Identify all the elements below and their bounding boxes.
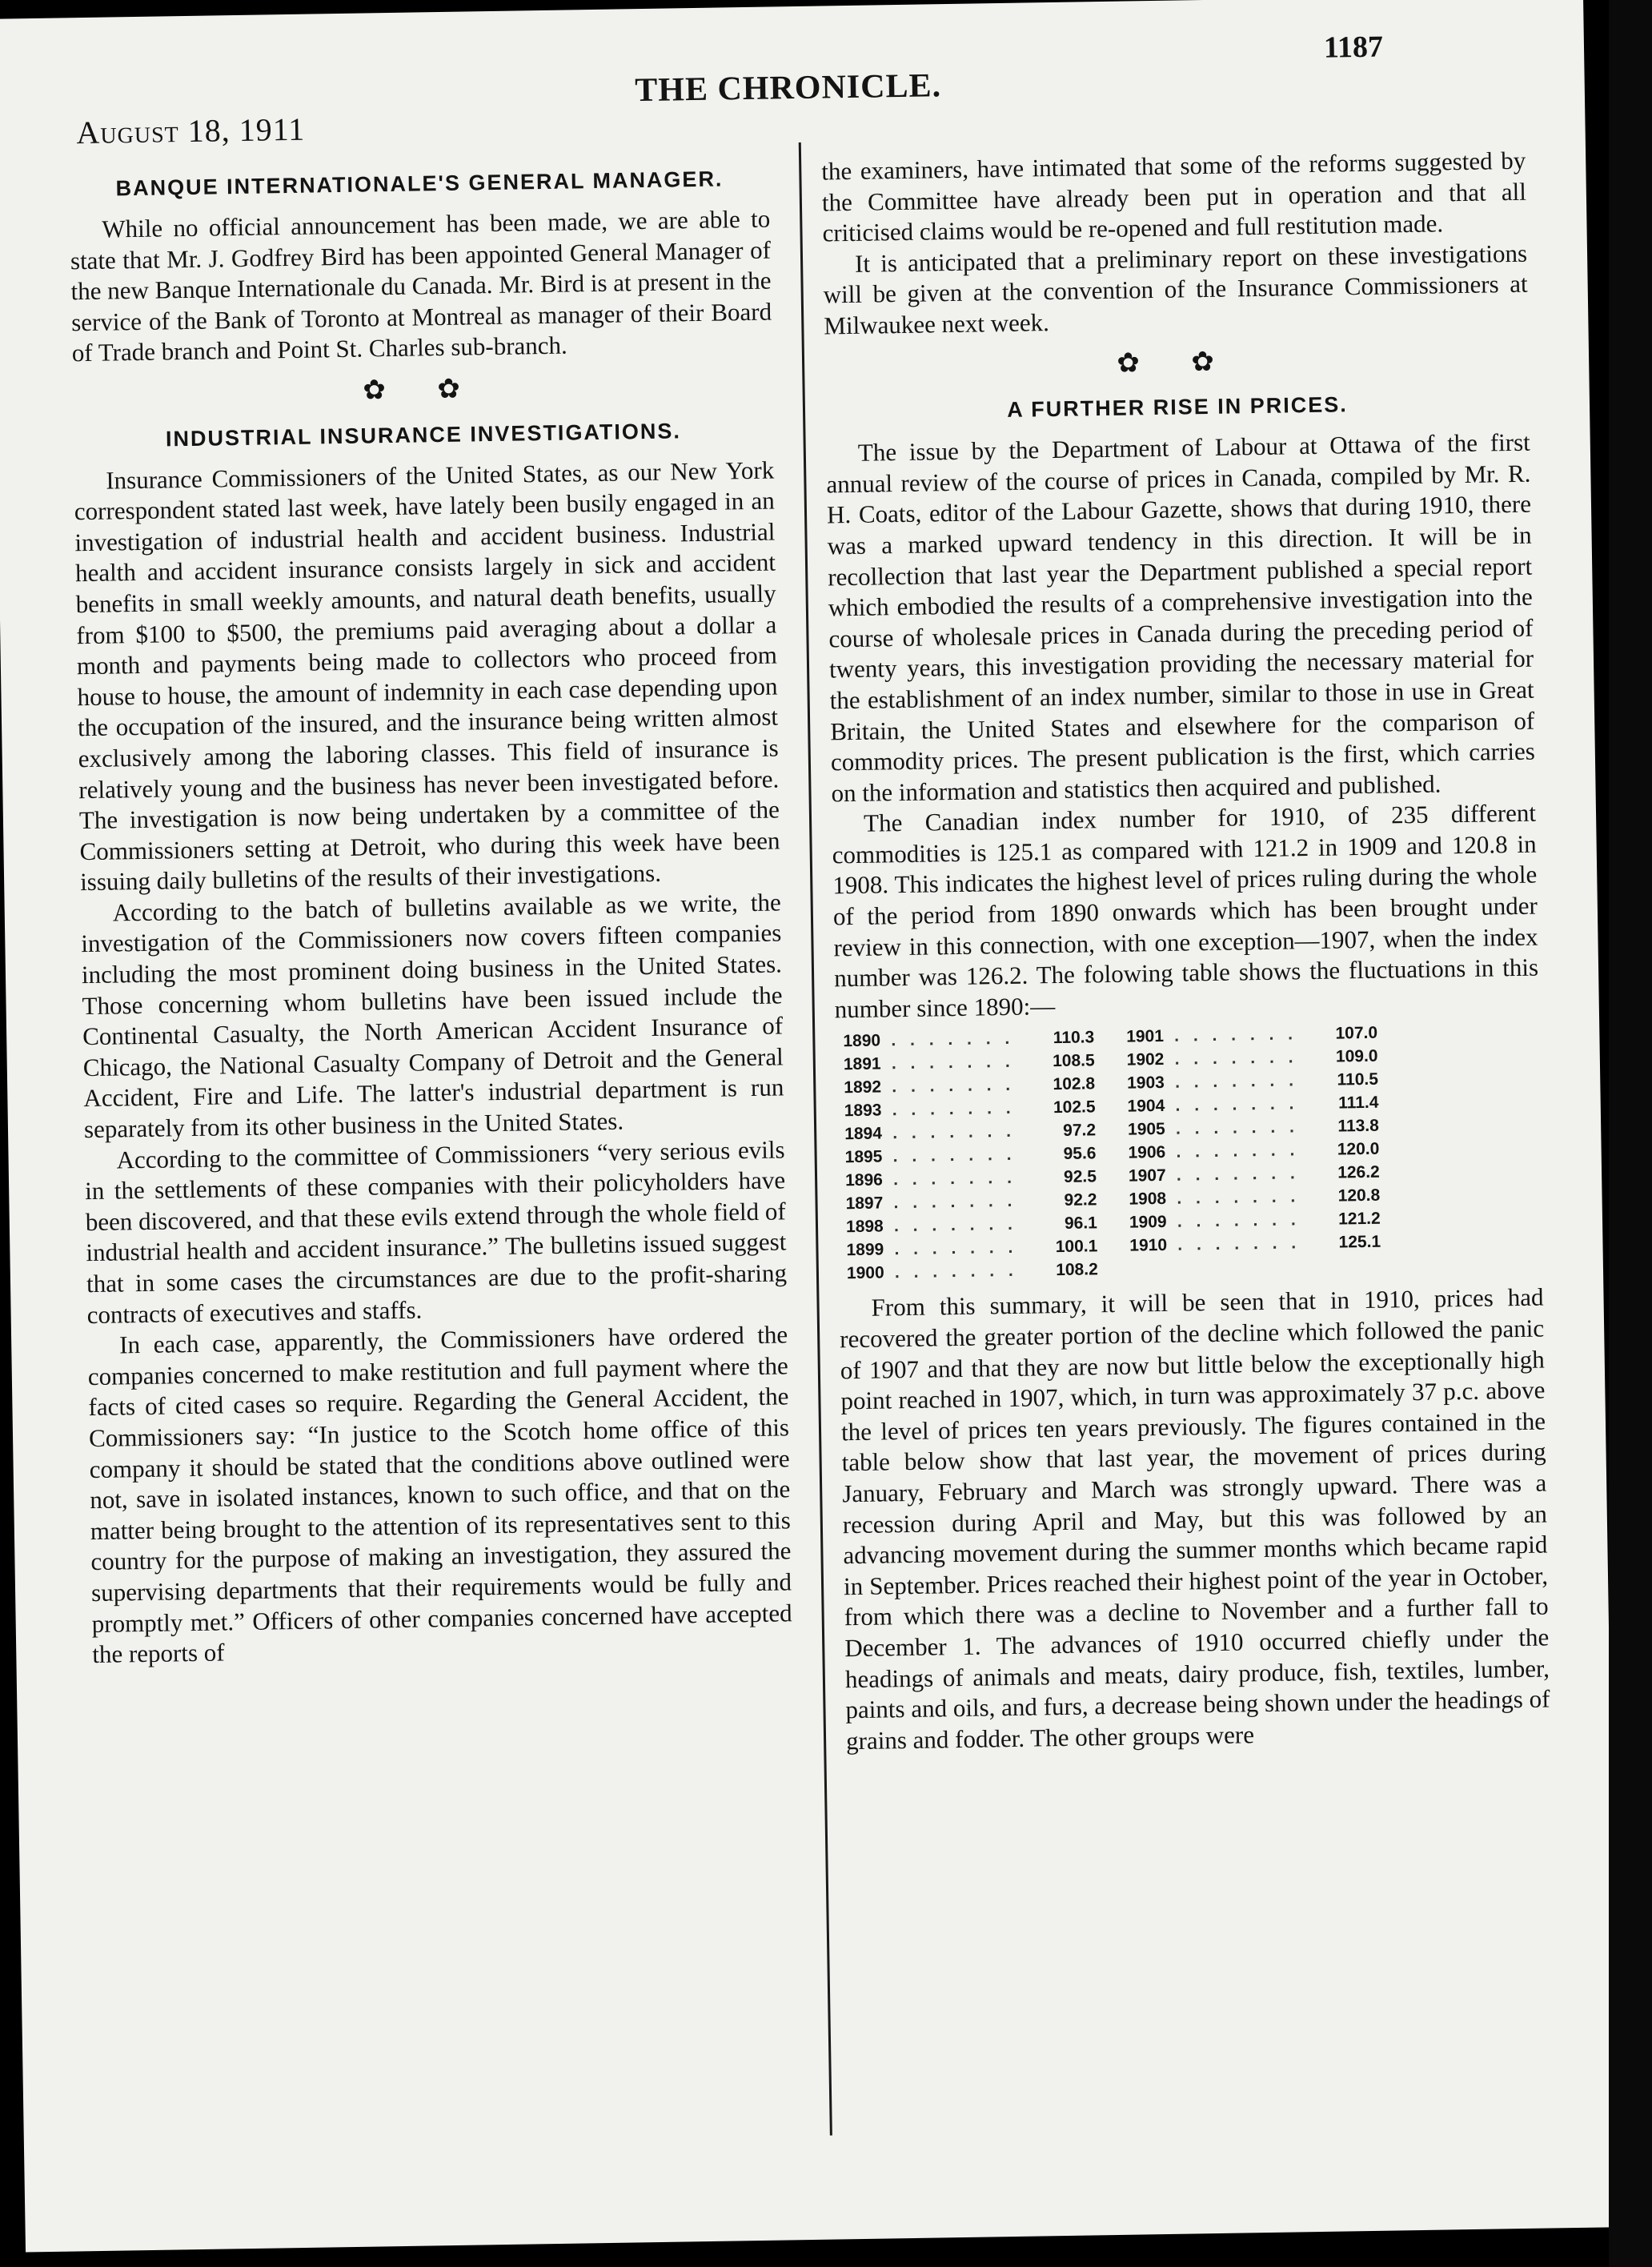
table-value-cell: 102.5 — [1053, 1097, 1096, 1117]
table-leader-dots: . . . . . . . — [1175, 1094, 1299, 1116]
table-year-cell: 1892 — [844, 1077, 882, 1097]
table-value-cell: 120.0 — [1337, 1140, 1380, 1159]
table-leader-dots: . . . . . . . — [892, 1076, 1016, 1097]
table-year-cell: 1905 — [1127, 1120, 1165, 1140]
issue-date: August 18, 1911 — [76, 110, 306, 151]
table-value-cell — [1301, 1254, 1413, 1278]
table-value-cell: 109.0 — [1335, 1047, 1378, 1066]
article-heading-rise-in-prices: A FURTHER RISE IN PRICES. — [1007, 392, 1348, 423]
table-leader-dots: . . . . . . . — [1177, 1187, 1301, 1209]
table-leader-dots: . . . . . . . — [891, 1029, 1015, 1050]
table-value-cell: 95.6 — [1063, 1144, 1097, 1164]
table-leader-dots: . . . . . . . — [1176, 1141, 1300, 1162]
table-year-cell: 1895 — [844, 1147, 883, 1167]
table-leader-dots: . . . . . . . — [892, 1099, 1016, 1120]
table-leader-dots: . . . . . . . — [893, 1215, 1018, 1236]
table-value-cell: 102.8 — [1053, 1074, 1096, 1094]
table-value-cell: 107.0 — [1335, 1024, 1378, 1044]
table-value-cell: 110.5 — [1337, 1070, 1379, 1089]
table-leader-dots: . . . . . . . — [1175, 1117, 1300, 1139]
table-value-cell: 111.4 — [1338, 1093, 1379, 1113]
table-year-cell: 1894 — [844, 1124, 883, 1144]
article-paragraph: According to the batch of bulletins available as we write, the investigation of the Commissioners now covers fifteen companies including the most prominent doing business in the United States. Those concerning whom bulletins have been issued include the Continental Casualty, the North American Accident Insurance of Chicago, the National Casualty Company of Detroit and the General Accident, Fire and Life. The latter's industrial department is run separately from its other business in the United States. — [81, 888, 784, 1144]
article-paragraph: While no official announcement has been made, we are able to state that Mr. J. Godfrey Bird has been appointed General Manager of the new Banque Internationale du Canada. Mr. Bird is at present in the service of the Bank of Toronto at Montreal as manager of their Board of Trade branch and Point St. Charles sub-branch. — [70, 204, 772, 367]
article-heading-industrial-insurance: INDUSTRIAL INSURANCE INVESTIGATIONS. — [165, 418, 682, 451]
table-year-cell: 1909 — [1129, 1213, 1167, 1233]
table-year-cell: 1903 — [1126, 1073, 1165, 1093]
article-paragraph: In each case, apparently, the Commissioners have ordered the companies concerned to make restitution and full payment where the facts of cited cases so require. Regarding the General Accident, the Commissioners say: “In justice to the Scotch home office of this company it should be stated that the conditions above outlined were not, save in isolated instances, known to such office, and that on the matter being brought to the attention of its representatives sent to this country for the purpose of making an investigation, they assured the supervising departments that their requirements would be fully and promptly met.” Officers of other companies concerned have accepted the reports of — [87, 1320, 792, 1669]
table-year-cell: 1890 — [843, 1031, 881, 1051]
table-year-cell: 1901 — [1126, 1027, 1165, 1047]
table-value-cell: 100.1 — [1055, 1237, 1098, 1257]
table-year-cell: 1910 — [1129, 1236, 1168, 1256]
table-year-cell — [1130, 1257, 1178, 1281]
table-value-cell: 108.5 — [1052, 1051, 1095, 1071]
table-leader-dots: . . . . . . . — [894, 1262, 1018, 1282]
page-number: 1187 — [1323, 30, 1384, 65]
article-paragraph: According to the committee of Commissioners “very serious evils in the settlements of these companies with their policyholders have been discovered, and that these evils extend through the whole field of industrial health and accident insurance.” The bulletins issued suggest that in some cases the circumstances are due to the profit-sharing contracts of executives and staffs. — [84, 1135, 788, 1329]
masthead-title: THE CHRONICLE. — [634, 67, 942, 110]
table-year-cell: 1907 — [1128, 1166, 1166, 1186]
table-leader-dots — [1178, 1255, 1301, 1280]
table-value-cell: 108.2 — [1056, 1260, 1098, 1280]
table-value-cell: 92.5 — [1063, 1167, 1097, 1187]
table-leader-dots: . . . . . . . — [892, 1122, 1016, 1143]
table-leader-dots: . . . . . . . — [894, 1238, 1018, 1259]
table-leader-dots: . . . . . . . — [1176, 1164, 1300, 1186]
article-paragraph: The Canadian index number for 1910, of 235 different commodities is 125.1 as compared with 121.2 in 1909 and 120.8 in 1908. This indicates the highest level of prices ruling during the whole of the period from 1890 onwards which has been brought under review in this connection, with one exception—1907, when the index number was 126.2. The folowing table shows the fluctuations in this number since 1890:— — [832, 798, 1539, 1024]
table-year-cell: 1899 — [846, 1240, 884, 1260]
table-year-cell: 1904 — [1127, 1097, 1165, 1117]
table-year-cell: 1900 — [846, 1263, 884, 1283]
table-year-cell: 1896 — [844, 1170, 884, 1190]
ornament-divider: ✿ ✿ — [363, 374, 483, 406]
article-paragraph: The issue by the Department of Labour at Ottawa of the first annual review of the course of prices in Canada, compiled by Mr. R. H. Coats, editor of the Labour Gazette, shows that during 1910, there was a marked upward tendency in this direction. It will be in recollection that last year the Department published a special report which embodied the results of a comprehensive investigation into the course of wholesale prices in Canada during the preceding period of twenty years, this investigation providing the necessary material for the establishment of an index number, similar to those in use in Great Britain, the United States and elsewhere for the comparison of commodity prices. The present publication is the first, which carries on the information and statistics then acquired and published. — [826, 427, 1536, 808]
price-index-table — [843, 1021, 1413, 1286]
table-leader-dots: . . . . . . . — [892, 1169, 1017, 1190]
table-value-cell: 113.8 — [1337, 1117, 1380, 1136]
table-year-cell: 1906 — [1128, 1143, 1166, 1163]
table-value-cell: 120.8 — [1337, 1186, 1381, 1206]
table-leader-dots: . . . . . . . — [893, 1192, 1017, 1213]
table-value-cell: 126.2 — [1337, 1163, 1380, 1182]
table-leader-dots: . . . . . . . — [1174, 1048, 1298, 1069]
article-heading-banque: BANQUE INTERNATIONALE'S GENERAL MANAGER. — [115, 167, 724, 201]
table-year-cell: 1898 — [845, 1217, 884, 1237]
table-value-cell: 96.1 — [1064, 1214, 1098, 1234]
binding-edge — [1609, 0, 1652, 2267]
table-leader-dots: . . . . . . . — [1177, 1210, 1301, 1232]
table-leader-dots: . . . . . . . — [892, 1146, 1016, 1166]
left-column — [69, 158, 792, 1671]
table-value-cell: 125.1 — [1338, 1233, 1381, 1252]
table-year-cell: 1893 — [844, 1101, 882, 1121]
ornament-divider: ✿ ✿ — [1117, 346, 1237, 379]
article-paragraph: Insurance Commissioners of the United States, as our New York correspondent stated last week, have lately been busily engaged in an investigation of industrial health and accident business. Industrial health and accident insurance consists largely in sick and accident benefits in small weekly amounts, and natural death benefits, usually from $100 to $500, the premiums paid averaging about a dollar a month and payments being made to collectors who proceed from house to house, the amount of indemnity in each case depending upon the occupation of the insured, and the insurance being written almost exclusively among the laboring classes. This field of insurance is relatively young and the business has never been investigated before. The investigation is now being undertaken by a committee of the Commissioners setting at Detroit, who during this week have been issuing daily bulletins of the results of their investigations. — [74, 455, 780, 897]
table-value-cell: 121.2 — [1337, 1210, 1381, 1229]
table-year-cell: 1908 — [1129, 1190, 1167, 1210]
table-leader-dots: . . . . . . . — [1177, 1234, 1301, 1255]
article-paragraph: It is anticipated that a preliminary report on these investigations will be given at the convention of the Insurance Commissioners at Milwaukee next week. — [823, 239, 1528, 340]
table-value-cell: 92.2 — [1064, 1190, 1097, 1210]
right-column — [821, 146, 1550, 1757]
table-value-cell: 110.3 — [1053, 1028, 1095, 1048]
table-year-cell: 1902 — [1126, 1050, 1165, 1070]
article-paragraph-continued: the examiners, have intimated that some of the reforms suggested by the Committee have already been put in operation and that all criticised claims would be re-opened and full restitution made. — [821, 146, 1527, 247]
table-leader-dots: . . . . . . . — [1174, 1071, 1299, 1093]
table-leader-dots: . . . . . . . — [891, 1053, 1015, 1073]
table-year-cell: 1891 — [843, 1054, 881, 1074]
article-paragraph: From this summary, it will be seen that in 1910, prices had recovered the greater portion of the decline which followed the panic of 1907 and that they are now but little below the exceptionally high point reached in 1907, which, in turn was approximately 37 p.c. above the level of prices ten years previously. The figures contained in the table below show that last year, the movement of prices during January, February and March was strongly upward. There was a recession during April and May, but this was followed by an advancing movement during the summer months which became rapid in September. Prices reached their highest point of the year in October, from which there was a decline to November and a further fall to December 1. The advances of 1910 occurred chiefly under the headings of animals and meats, dairy produce, fish, textiles, lumber, paints and oils, and furs, a decrease being shown under the headings of grains and fodder. The other groups were — [839, 1282, 1550, 1755]
table-value-cell: 97.2 — [1062, 1121, 1097, 1141]
table-year-cell: 1897 — [845, 1194, 884, 1214]
table-leader-dots: . . . . . . . — [1174, 1025, 1298, 1046]
